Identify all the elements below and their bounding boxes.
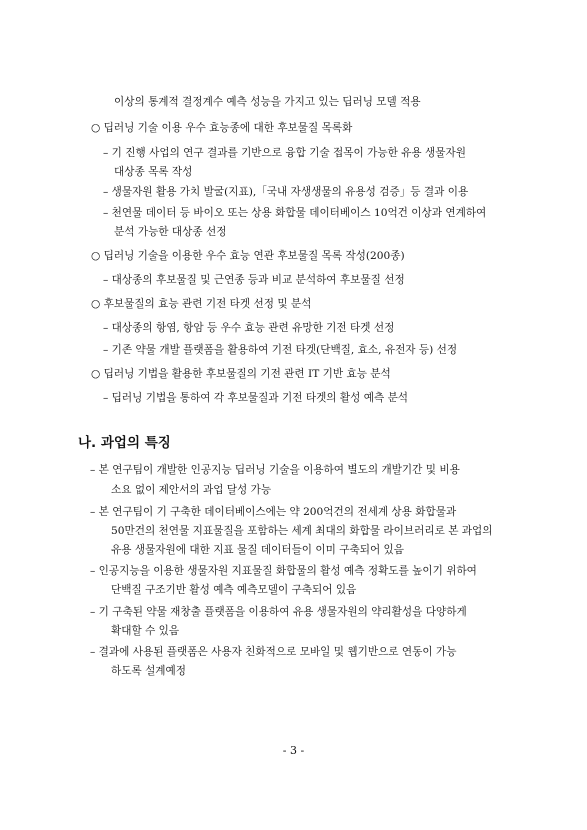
dash-item: – 인공지능을 이용한 생물자원 지표물질 화합물의 활성 예측 정확도를 높이기 위하여 bbox=[90, 565, 477, 577]
dash-item: – 천연물 데이터 등 바이오 또는 상용 화합물 데이터베이스 10억건 이상과 연계하여 bbox=[103, 207, 487, 219]
dash-item: – 대상종의 항염, 항암 등 우수 효능 관련 유망한 기전 타겟 선정 bbox=[103, 322, 395, 334]
text-line: 대상종 목록 작성 bbox=[114, 166, 193, 178]
dash-item: – 본 연구팀이 개발한 인공지능 딥러닝 기술을 이용하여 별도의 개발기간 및 비용 bbox=[90, 464, 460, 476]
dash-item: – 기 진행 사업의 연구 결과를 기반으로 융합 기술 접목이 가능한 유용 생물자원 bbox=[103, 147, 466, 159]
bullet-item: ○ 딥러닝 기법을 활용한 후보물질의 기전 관련 IT 기반 효능 분석 bbox=[91, 368, 391, 380]
text-line: 소요 없이 제안서의 과업 달성 가능 bbox=[111, 484, 272, 496]
dash-item: – 생물자원 활용 가치 발굴(지표),「국내 자생생물의 유용성 검증」등 결과 이용 bbox=[103, 186, 469, 198]
dash-item: – 딥러닝 기법을 통하여 각 후보물질과 기전 타겟의 활성 예측 분석 bbox=[103, 392, 409, 404]
dash-item: – 결과에 사용된 플랫폼은 사용자 친화적으로 모바일 및 웹기반으로 연동이 가능 bbox=[90, 646, 457, 658]
dash-item: – 대상종의 후보물질 및 근연종 등과 비교 분석하여 후보물질 선정 bbox=[103, 274, 405, 286]
bullet-item: ○ 딥러닝 기술을 이용한 우수 효능 연관 후보물질 목록 작성(200종) bbox=[91, 250, 405, 262]
page-number: - 3 - bbox=[282, 744, 305, 757]
dash-item: – 본 연구팀이 기 구축한 데이터베이스에는 약 200억건의 전세계 상용 화합물과 bbox=[90, 506, 457, 518]
text-line: 확대할 수 있음 bbox=[111, 625, 180, 637]
text-line: 분석 가능한 대상종 선정 bbox=[114, 226, 227, 238]
text-line: 이상의 통계적 결정계수 예측 성능을 가지고 있는 딥러닝 모델 적용 bbox=[114, 96, 421, 108]
text-line: 하도록 설계예정 bbox=[111, 665, 187, 677]
section-heading: 나. 과업의 특징 bbox=[78, 435, 171, 451]
dash-item: – 기 구축된 약물 재창출 플랫폼을 이용하여 유용 생물자원의 약리활성을 다양하게 bbox=[90, 606, 467, 618]
bullet-item: ○ 딥러닝 기술 이용 우수 효능종에 대한 후보물질 목록화 bbox=[91, 122, 353, 134]
text-line: 50만건의 천연물 지표물질을 포함하는 세계 최대의 화합물 라이브러리로 본 과업의 bbox=[111, 525, 493, 537]
text-line: 단백질 구조기반 활성 예측 예측모델이 구축되어 있음 bbox=[111, 584, 357, 596]
bullet-item: ○ 후보물질의 효능 관련 기전 타겟 선정 및 분석 bbox=[91, 298, 312, 310]
dash-item: – 기존 약물 개발 플랫폼을 활용하여 기전 타겟(단백질, 효소, 유전자 등) 선정 bbox=[103, 344, 458, 356]
text-line: 유용 생물자원에 대한 지표 물질 데이터들이 이미 구축되어 있음 bbox=[111, 544, 405, 556]
